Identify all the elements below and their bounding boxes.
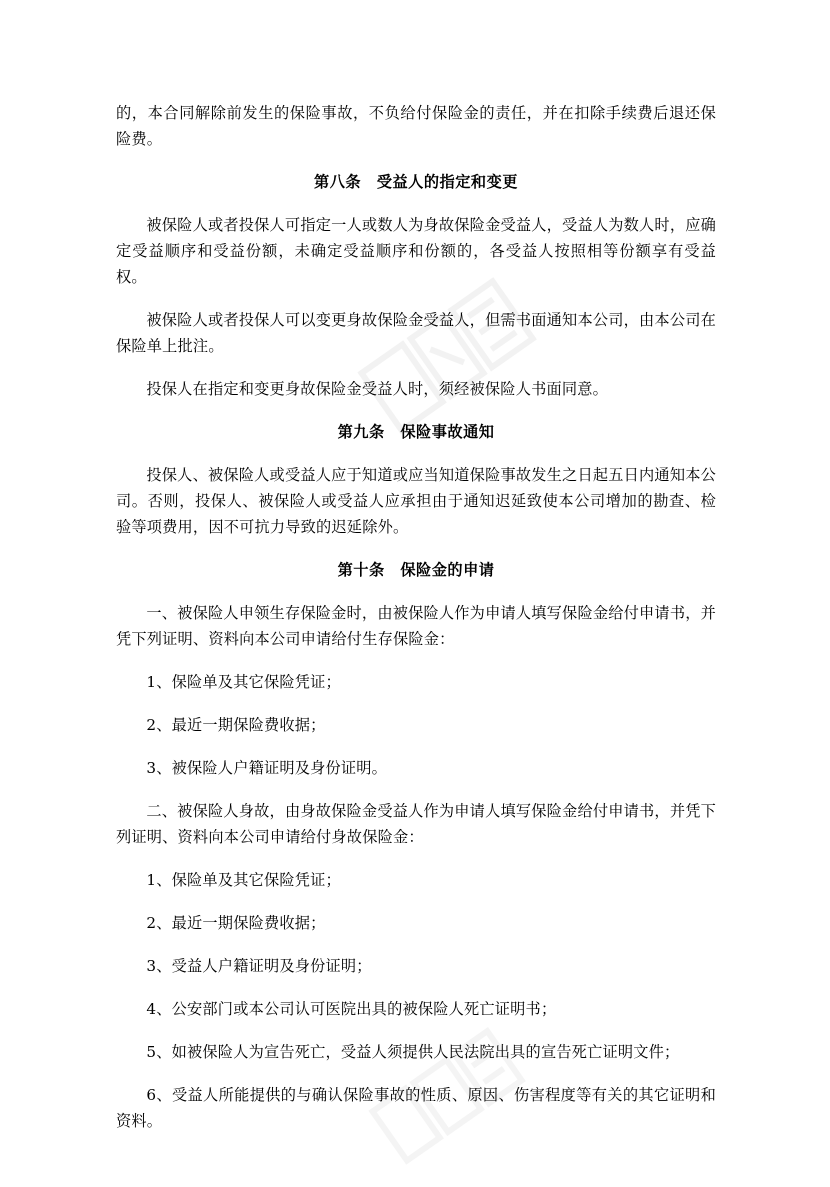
list-item: 5、如被保险人为宣告死亡，受益人须提供人民法院出具的宣告死亡证明文件； (146, 1043, 680, 1061)
article-8-paragraph-3: 投保人在指定和变更身故保险金受益人时，须经被保险人书面同意。 (146, 380, 609, 398)
list-item: 2、最近一期保险费收据； (146, 716, 326, 734)
article-10-title: 第十条 保险金的申请 (337, 561, 495, 579)
list-item: 1、保险单及其它保险凭证； (146, 673, 341, 691)
article-8-paragraph-1: 被保险人或者投保人可指定一人或数人为身故保险金受益人，受益人为数人时，应确定受益顺序和受益份额，未确定受益顺序和份额的，各受益人按照相等份额享有受益权。 (116, 216, 716, 286)
list-item: 1、保险单及其它保险凭证； (146, 871, 341, 889)
article-8-paragraph-2: 被保险人或者投保人可以变更身故保险金受益人，但需书面通知本公司，由本公司在保险单上批注。 (116, 311, 716, 355)
list-item: 6、受益人所能提供的与确认保险事故的性质、原因、伤害程度等有关的其它证明和资料。 (116, 1086, 716, 1130)
article-10-section-1: 一、被保险人申领生存保险金时，由被保险人作为申请人填写保险金给付申请书，并凭下列证明、资料向本公司申请给付生存保险金： (116, 604, 716, 648)
list-item: 3、被保险人户籍证明及身份证明。 (146, 759, 388, 777)
article-8-title: 第八条 受益人的指定和变更 (314, 173, 518, 191)
paragraph-intro-tail: 的，本合同解除前发生的保险事故，不负给付保险金的责任，并在扣除手续费后退还保险费。 (116, 104, 716, 148)
list-item: 4、公安部门或本公司认可医院出具的被保险人死亡证明书； (146, 1000, 557, 1018)
document-body (116, 100, 716, 1134)
article-9-paragraph-1: 投保人、被保险人或受益人应于知道或应当知道保险事故发生之日起五日内通知本公司。否则，投保人、被保险人或受益人应承担由于通知迟延致使本公司增加的勘查、检验等项费用，因不可抗力导致的迟延除外。 (116, 466, 716, 536)
list-item: 2、最近一期保险费收据； (146, 914, 326, 932)
list-item: 3、受益人户籍证明及身份证明； (146, 957, 372, 975)
article-10-section-2: 二、被保险人身故，由身故保险金受益人作为申请人填写保险金给付申请书，并凭下列证明、资料向本公司申请给付身故保险金： (116, 802, 716, 846)
article-9-title: 第九条 保险事故通知 (337, 423, 495, 441)
